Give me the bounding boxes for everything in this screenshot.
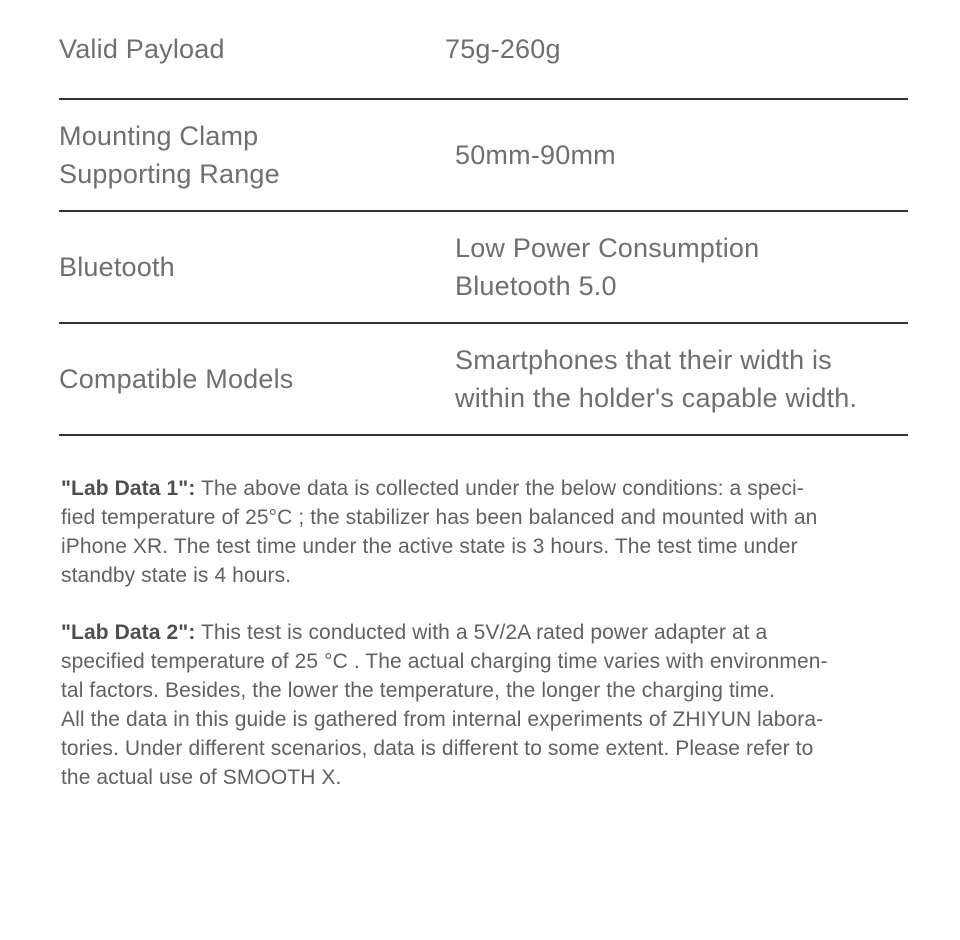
spec-value-line: Low Power Consumption <box>455 233 760 263</box>
spec-value <box>445 30 908 68</box>
note-line: All the data in this guide is gathered from internal experiments of ZHIYUN labora- <box>61 708 824 731</box>
spec-value-line: Bluetooth 5.0 <box>455 271 617 301</box>
spec-row-bluetooth <box>59 212 908 324</box>
spec-value <box>455 341 908 417</box>
note-line: standby state is 4 hours. <box>61 564 292 587</box>
spec-row-valid-payload <box>59 0 908 100</box>
spec-value <box>455 136 908 174</box>
spec-value-line: Smartphones that their width is <box>455 345 832 375</box>
spec-label-line: Mounting Clamp <box>59 121 259 151</box>
spec-label <box>59 360 455 398</box>
spec-table <box>59 0 908 436</box>
note-line: specified temperature of 25 °C . The actual charging time varies with environmen- <box>61 650 828 673</box>
spec-value-line: within the holder's capable width. <box>455 383 858 413</box>
spec-label-line: Valid Payload <box>59 34 225 64</box>
note-text: This test is conducted with a 5V/2A rated power adapter at a <box>195 621 768 644</box>
spec-row-compatible-models <box>59 324 908 436</box>
spec-value <box>455 229 908 305</box>
note-heading: "Lab Data 2": <box>61 621 196 644</box>
note-line: tories. Under different scenarios, data is different to some extent. Please refer to <box>61 737 814 760</box>
spec-label-line: Bluetooth <box>59 252 175 282</box>
spec-label <box>59 117 455 193</box>
spec-label-line: Compatible Models <box>59 364 294 394</box>
spec-value-line: 75g-260g <box>445 34 561 64</box>
spec-row-mounting-clamp <box>59 100 908 212</box>
note-line: the actual use of SMOOTH X. <box>61 766 342 789</box>
note-line: fied temperature of 25°C ; the stabilizer has been balanced and mounted with an <box>61 506 818 529</box>
spec-label-line: Supporting Range <box>59 159 280 189</box>
spec-label <box>59 248 455 286</box>
spec-value-line: 50mm-90mm <box>455 140 616 170</box>
note-line: iPhone XR. The test time under the active state is 3 hours. The test time under <box>61 535 798 558</box>
lab-note-1 <box>61 474 908 590</box>
lab-note-2 <box>61 618 908 792</box>
note-text: The above data is collected under the below conditions: a speci- <box>195 477 804 500</box>
note-line <box>61 618 908 647</box>
lab-notes <box>59 474 908 792</box>
note-heading: "Lab Data 1": <box>61 477 196 500</box>
spec-label <box>59 30 455 68</box>
note-line: tal factors. Besides, the lower the temperature, the longer the charging time. <box>61 679 776 702</box>
note-line <box>61 474 908 503</box>
